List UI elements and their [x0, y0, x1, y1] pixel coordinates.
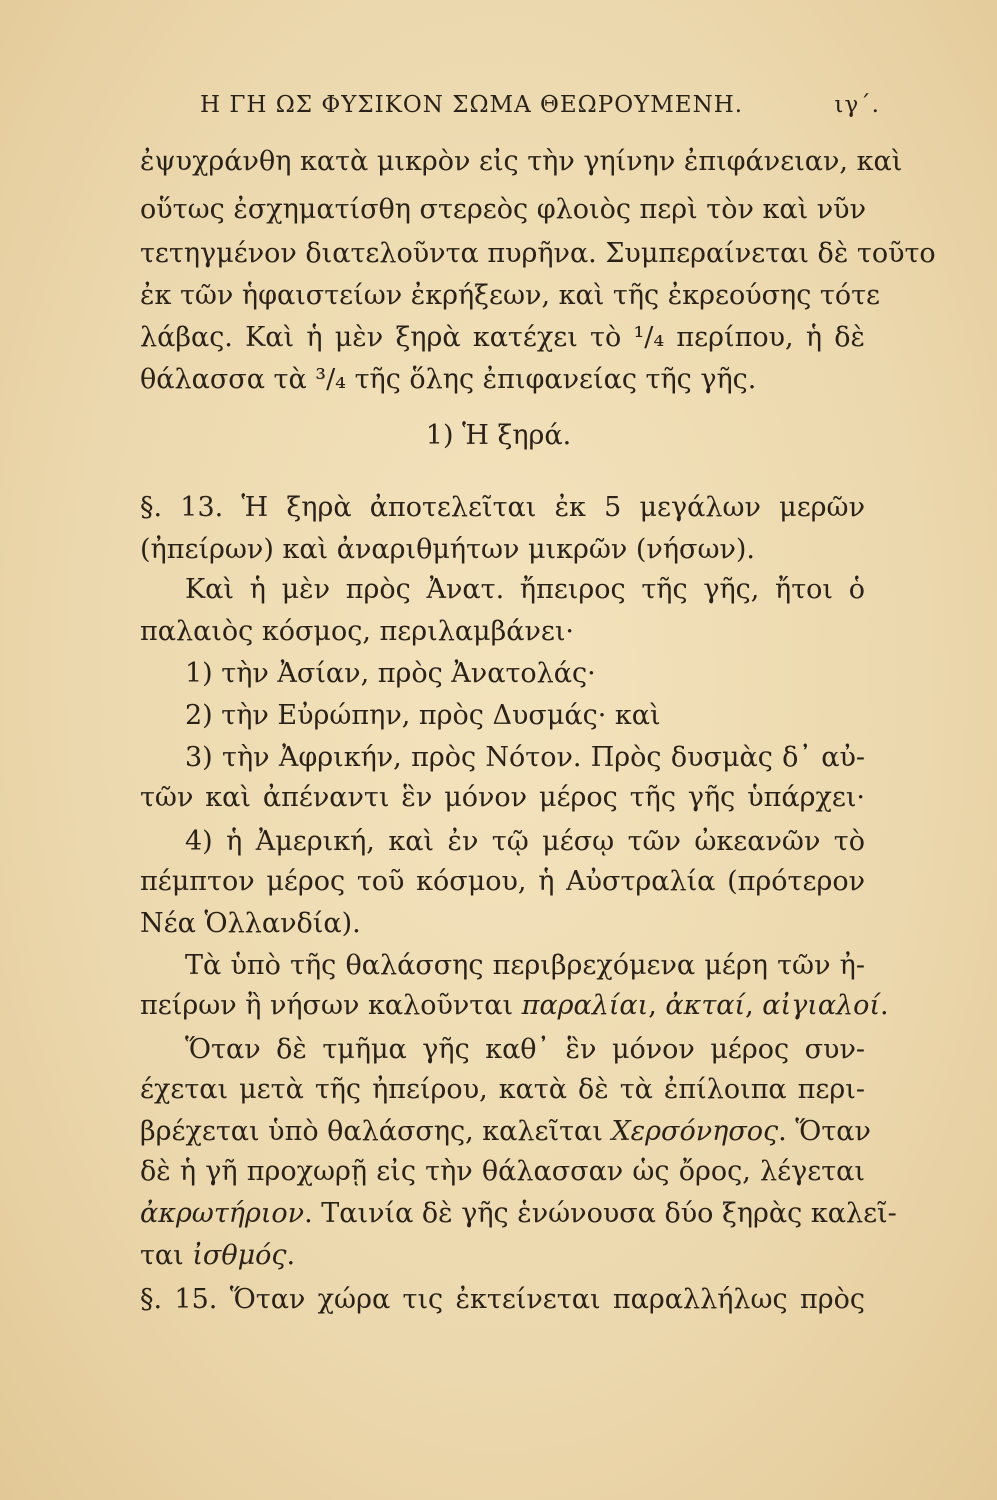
list-item: 4) ἡ Ἀμερική, καὶ ἐν τῷ μέσῳ τῶν ὠκεανῶν τὸ — [185, 826, 865, 857]
list-item: 1) τὴν Ἀσίαν, πρὸς Ἀνατολάς· — [185, 658, 596, 689]
text-fragment: , — [648, 990, 666, 1021]
running-header — [200, 92, 880, 118]
text-line: θάλασσα τὰ ³/₄ τῆς ὅλης ἐπιφανείας τῆς γῆς. — [140, 364, 757, 395]
text-line: οὕτως ἐσχηματίσθη στερεὸς φλοιὸς περὶ τὸν καὶ νῦν — [140, 194, 867, 225]
text-line: ἐψυχράνθη κατὰ μικρὸν εἰς τὴν γηίνην ἐπιφάνειαν, καὶ — [140, 146, 903, 177]
text-fragment: . — [880, 990, 889, 1021]
text-line: §. 13. Ἡ ξηρὰ ἀποτελεῖται ἐκ 5 μεγάλων μερῶν — [140, 492, 865, 523]
text-line: δὲ ἡ γῆ προχωρῇ εἰς τὴν θάλασσαν ὡς ὄρος, λέγεται — [140, 1156, 865, 1187]
text-line — [140, 986, 889, 1026]
italic-term: ἀκταί — [665, 990, 746, 1021]
text-fragment: βρέχεται ὑπὸ θαλάσσης, καλεῖται — [140, 1116, 612, 1147]
text-fragment: πείρων ἢ νήσων καλοῦνται — [140, 990, 522, 1021]
text-fragment: . Ὅταν — [778, 1116, 871, 1147]
running-title: Η ΓΗ ΩΣ ΦΥΣΙΚΟΝ ΣΩΜΑ ΘΕΩΡΟΥΜΕΝΗ. — [200, 92, 744, 118]
text-fragment: , — [745, 990, 763, 1021]
section-heading: 1) Ἡ ξηρά. — [425, 420, 572, 451]
text-line: Τὰ ὑπὸ τῆς θαλάσσης περιβρεχόμενα μέρη τῶν ἠ- — [185, 950, 865, 981]
text-line: Καὶ ἡ μὲν πρὸς Ἀνατ. ἤπειρος τῆς γῆς, ἤτοι ὁ — [185, 574, 865, 605]
text-fragment: . Ταινία δὲ γῆς ἑνώνουσα δύο ξηρὰς καλεῖ- — [304, 1198, 897, 1229]
page-number: ιγ΄. — [834, 92, 880, 118]
italic-term: Χερσόνησος — [611, 1116, 779, 1147]
text-line: Ὅταν δὲ τμῆμα γῆς καθ᾽ ἓν μόνον μέρος συν- — [185, 1034, 865, 1065]
italic-term: ἀκρωτήριον — [140, 1198, 305, 1229]
text-line — [140, 1194, 897, 1234]
text-line: ἐκ τῶν ἡφαιστείων ἐκρήξεων, καὶ τῆς ἐκρεούσης τότε — [140, 280, 881, 311]
italic-term: παραλίαι — [521, 990, 649, 1021]
list-item: 2) τὴν Εὐρώπην, πρὸς Δυσμάς· καὶ — [185, 700, 661, 731]
text-line: τετηγμένον διατελοῦντα πυρῆνα. Συμπεραίνεται δὲ τοῦτο — [140, 238, 936, 269]
text-line: (ἠπείρων) καὶ ἀναριθμήτων μικρῶν (νήσων). — [140, 534, 755, 565]
text-line: Νέα Ὁλλανδία). — [140, 908, 361, 939]
text-line: παλαιὸς κόσμος, περιλαμβάνει· — [140, 616, 575, 647]
text-fragment: . — [286, 1240, 296, 1271]
text-line: λάβας. Καὶ ἡ μὲν ξηρὰ κατέχει τὸ ¹/₄ περίπου, ἡ δὲ — [140, 322, 865, 353]
text-line — [140, 1112, 871, 1152]
list-item: 3) τὴν Ἀφρικήν, πρὸς Νότον. Πρὸς δυσμὰς δ᾽ αὐ- — [185, 742, 865, 773]
text-line: τῶν καὶ ἀπέναντι ἓν μόνον μέρος τῆς γῆς ὑπάρχει· — [140, 782, 865, 813]
italic-term: ἰσθμός — [192, 1240, 287, 1271]
text-line — [140, 1236, 865, 1276]
italic-term: αἰγιαλοί — [762, 990, 881, 1021]
text-line: §. 15. Ὅταν χώρα τις ἐκτείνεται παραλλήλως πρὸς — [140, 1284, 865, 1315]
text-line: πέμπτον μέρος τοῦ κόσμου, ἡ Αὐστραλία (πρότερον — [140, 866, 865, 897]
text-line: έχεται μετὰ τῆς ἠπείρου, κατὰ δὲ τὰ ἐπίλοιπα περι- — [140, 1074, 865, 1105]
text-fragment: ται — [140, 1240, 193, 1271]
